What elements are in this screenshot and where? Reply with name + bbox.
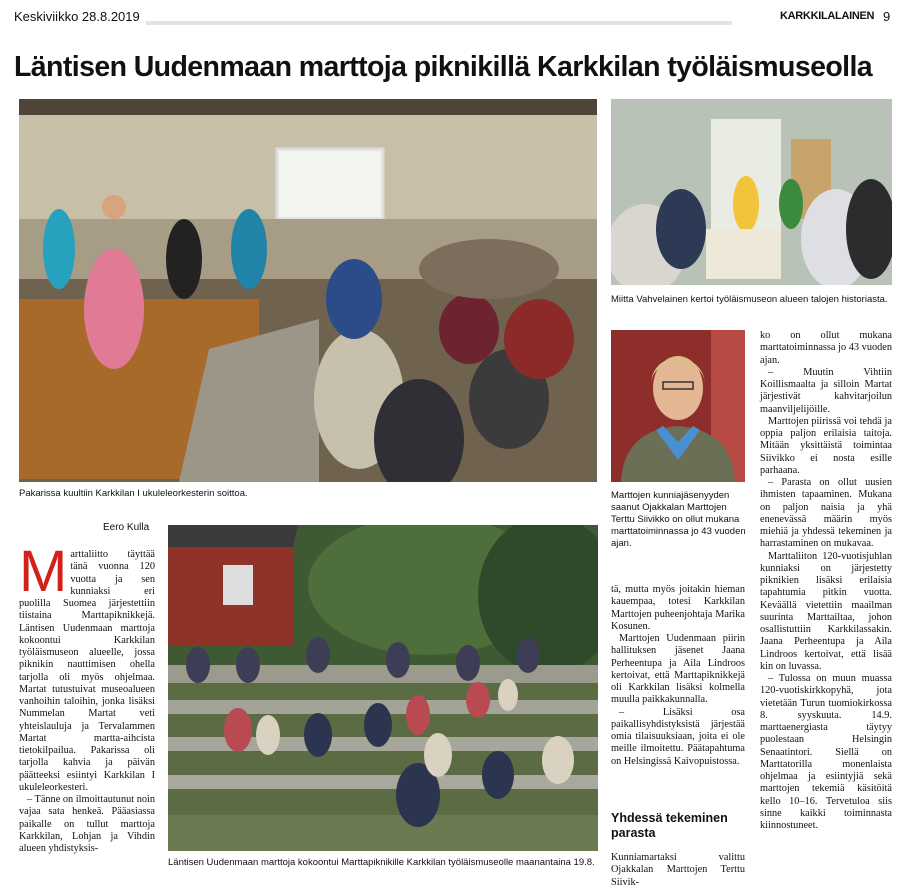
article-column-3 — [611, 584, 745, 768]
group-photo-caption: Läntisen Uudenmaan marttoja kokoontui Marttapiknikille Karkkilan työläismuseolle maanantaina 19.8. — [168, 857, 595, 868]
photo-museum-guide — [611, 99, 892, 285]
paragraph: – Parasta on ollut uusien ihmisten tapaaminen. Mukana on paljon naisia ja yhä enenevässä määrin myös miehiä ja yhdessä tekeminen ja harrastaminen on mukavaa. — [760, 477, 892, 550]
paragraph: tä, mutta myös joitakin hieman kauempaa, totesi Karkkilan Marttojen puheenjohtaja Marika Kosunen. — [611, 584, 745, 632]
subheading: Yhdessä tekeminen parasta — [611, 811, 728, 840]
dropcap: M — [19, 539, 68, 604]
paragraph: ko on ollut mukana marttatoiminnassa jo 43 vuoden ajan. — [760, 330, 892, 366]
main-photo-caption: Pakarissa kuultiin Karkkilan I ukuleleorkesterin soittoa. — [19, 488, 248, 499]
paragraph-text: arttaliitto täyttää tänä vuonna 120 vuotta ja sen kunniaksi eri puolilla Suomea järjestettiin tiistaina Marttapiknikkejä. Läntisen Uudenmaan marttoja kokoontui Karkkilan työläismuseon alueelle, jossa piknikin nauttimisen ohella tarjolla oli myös ohjelmaa. Martat tutustuivat museoalueen vanhoihin taloihin, jonka lisäksi Nummelan Martat veti yhteislauluja ja Tervalammen Martat martta-aihcista tietokilpailua. Pakarissa oli tarjolla kahvia ja päivän päätteeksi esiintyi Karkkilan I ukuleleorkesteri. — [19, 549, 155, 793]
paragraph: – Lisäksi osa paikallisyhdistyksistä järjestää omia tilaisuuksiaan, joita ei ole meille ilmoitettu. Päätapahtuma on Helsingissä Kaivopuistossa. — [611, 706, 745, 767]
paragraph: – Tulossa on muun muassa 120-vuotiskirkkopyhä, jota vietetään Turun tuomiokirkossa 8. syyskuuta. 14.9. marttaenergiasta täytyy puolestaan Helsingin Senaatintori. Siellä on Marttatorilla monenlaista ohjelmaa ja esiintyjiä sekä marttojen tekemiä käsitöitä kello 10–16. Tervetuloa siis sinne kaikki toiminnasta kiinnostuneet. — [760, 673, 892, 831]
group-photo-picnic — [168, 525, 598, 851]
page-number: 9 — [883, 9, 891, 24]
headline: Läntisen Uudenmaan marttoja piknikillä Karkkilan työläismuseolla — [14, 51, 873, 83]
paragraph: Marttojen Uudenmaan piirin hallituksen jäsenet Jaana Perheentupa ja Aila Lindroos kertoivat, että Marttapiknikkejä oli Karkkilan lisäksi kolmella muulla paikkakunnalla. — [611, 633, 745, 706]
header-rule — [146, 21, 732, 25]
article-column-3-continued — [611, 852, 745, 889]
paragraph — [19, 539, 155, 794]
issue-date: Keskiviikko 28.8.2019 — [14, 9, 140, 24]
newspaper-name: KARKKILALAINEN — [780, 10, 875, 22]
paragraph: Marttojen piirissä voi tehdä ja oppia paljon erilaisia taitoja. Mitään yksittäistä toimintaa Siivikko ei nosta esille parhaana. — [760, 415, 892, 476]
paragraph: – Muutin Vihtiin Koillismaalta ja silloin Martat järjestivät kahvitarjoilun maanviljelijöille. — [760, 366, 892, 415]
byline: Eero Kulla — [103, 522, 150, 533]
paragraph: Kunniamartaksi valittu Ojakkalan Marttojen Terttu Siivik- — [611, 852, 745, 888]
article-column-1 — [19, 539, 155, 855]
portrait-caption: Marttojen kunniajäsenyyden saanut Ojakkalan Marttojen Terttu Siivikko on ollut mukana marttatoiminnassa jo 43 vuoden ajan. — [611, 490, 746, 549]
paragraph: – Tänne on ilmoittautunut noin vajaa sata henkeä. Pääasiassa paikalle on tullut marttoja Karkkilan, Lohjan ja Vihdin alueen yhdistyksis- — [19, 794, 155, 854]
main-photo-ukulele-orchestra — [19, 99, 597, 482]
article-column-4 — [760, 330, 892, 832]
paragraph: Marttaliiton 120-vuotisjuhlan kunniaksi on järjestetty piknikien lisäksi erilaisia tapahtumia pitkin vuotta. Keväällä vietettiin maailman suurinta Marttailtaa, johon osallistuttiin Karkkilassakin. Jaana Perheentupa ja Aila Lindroos kertoivat, että lisää kin on luvassa. — [760, 550, 892, 672]
photo-museum-guide-caption: Miitta Vahvelainen kertoi työläismuseon alueen talojen historiasta. — [611, 294, 888, 305]
portrait-photo — [611, 330, 745, 482]
